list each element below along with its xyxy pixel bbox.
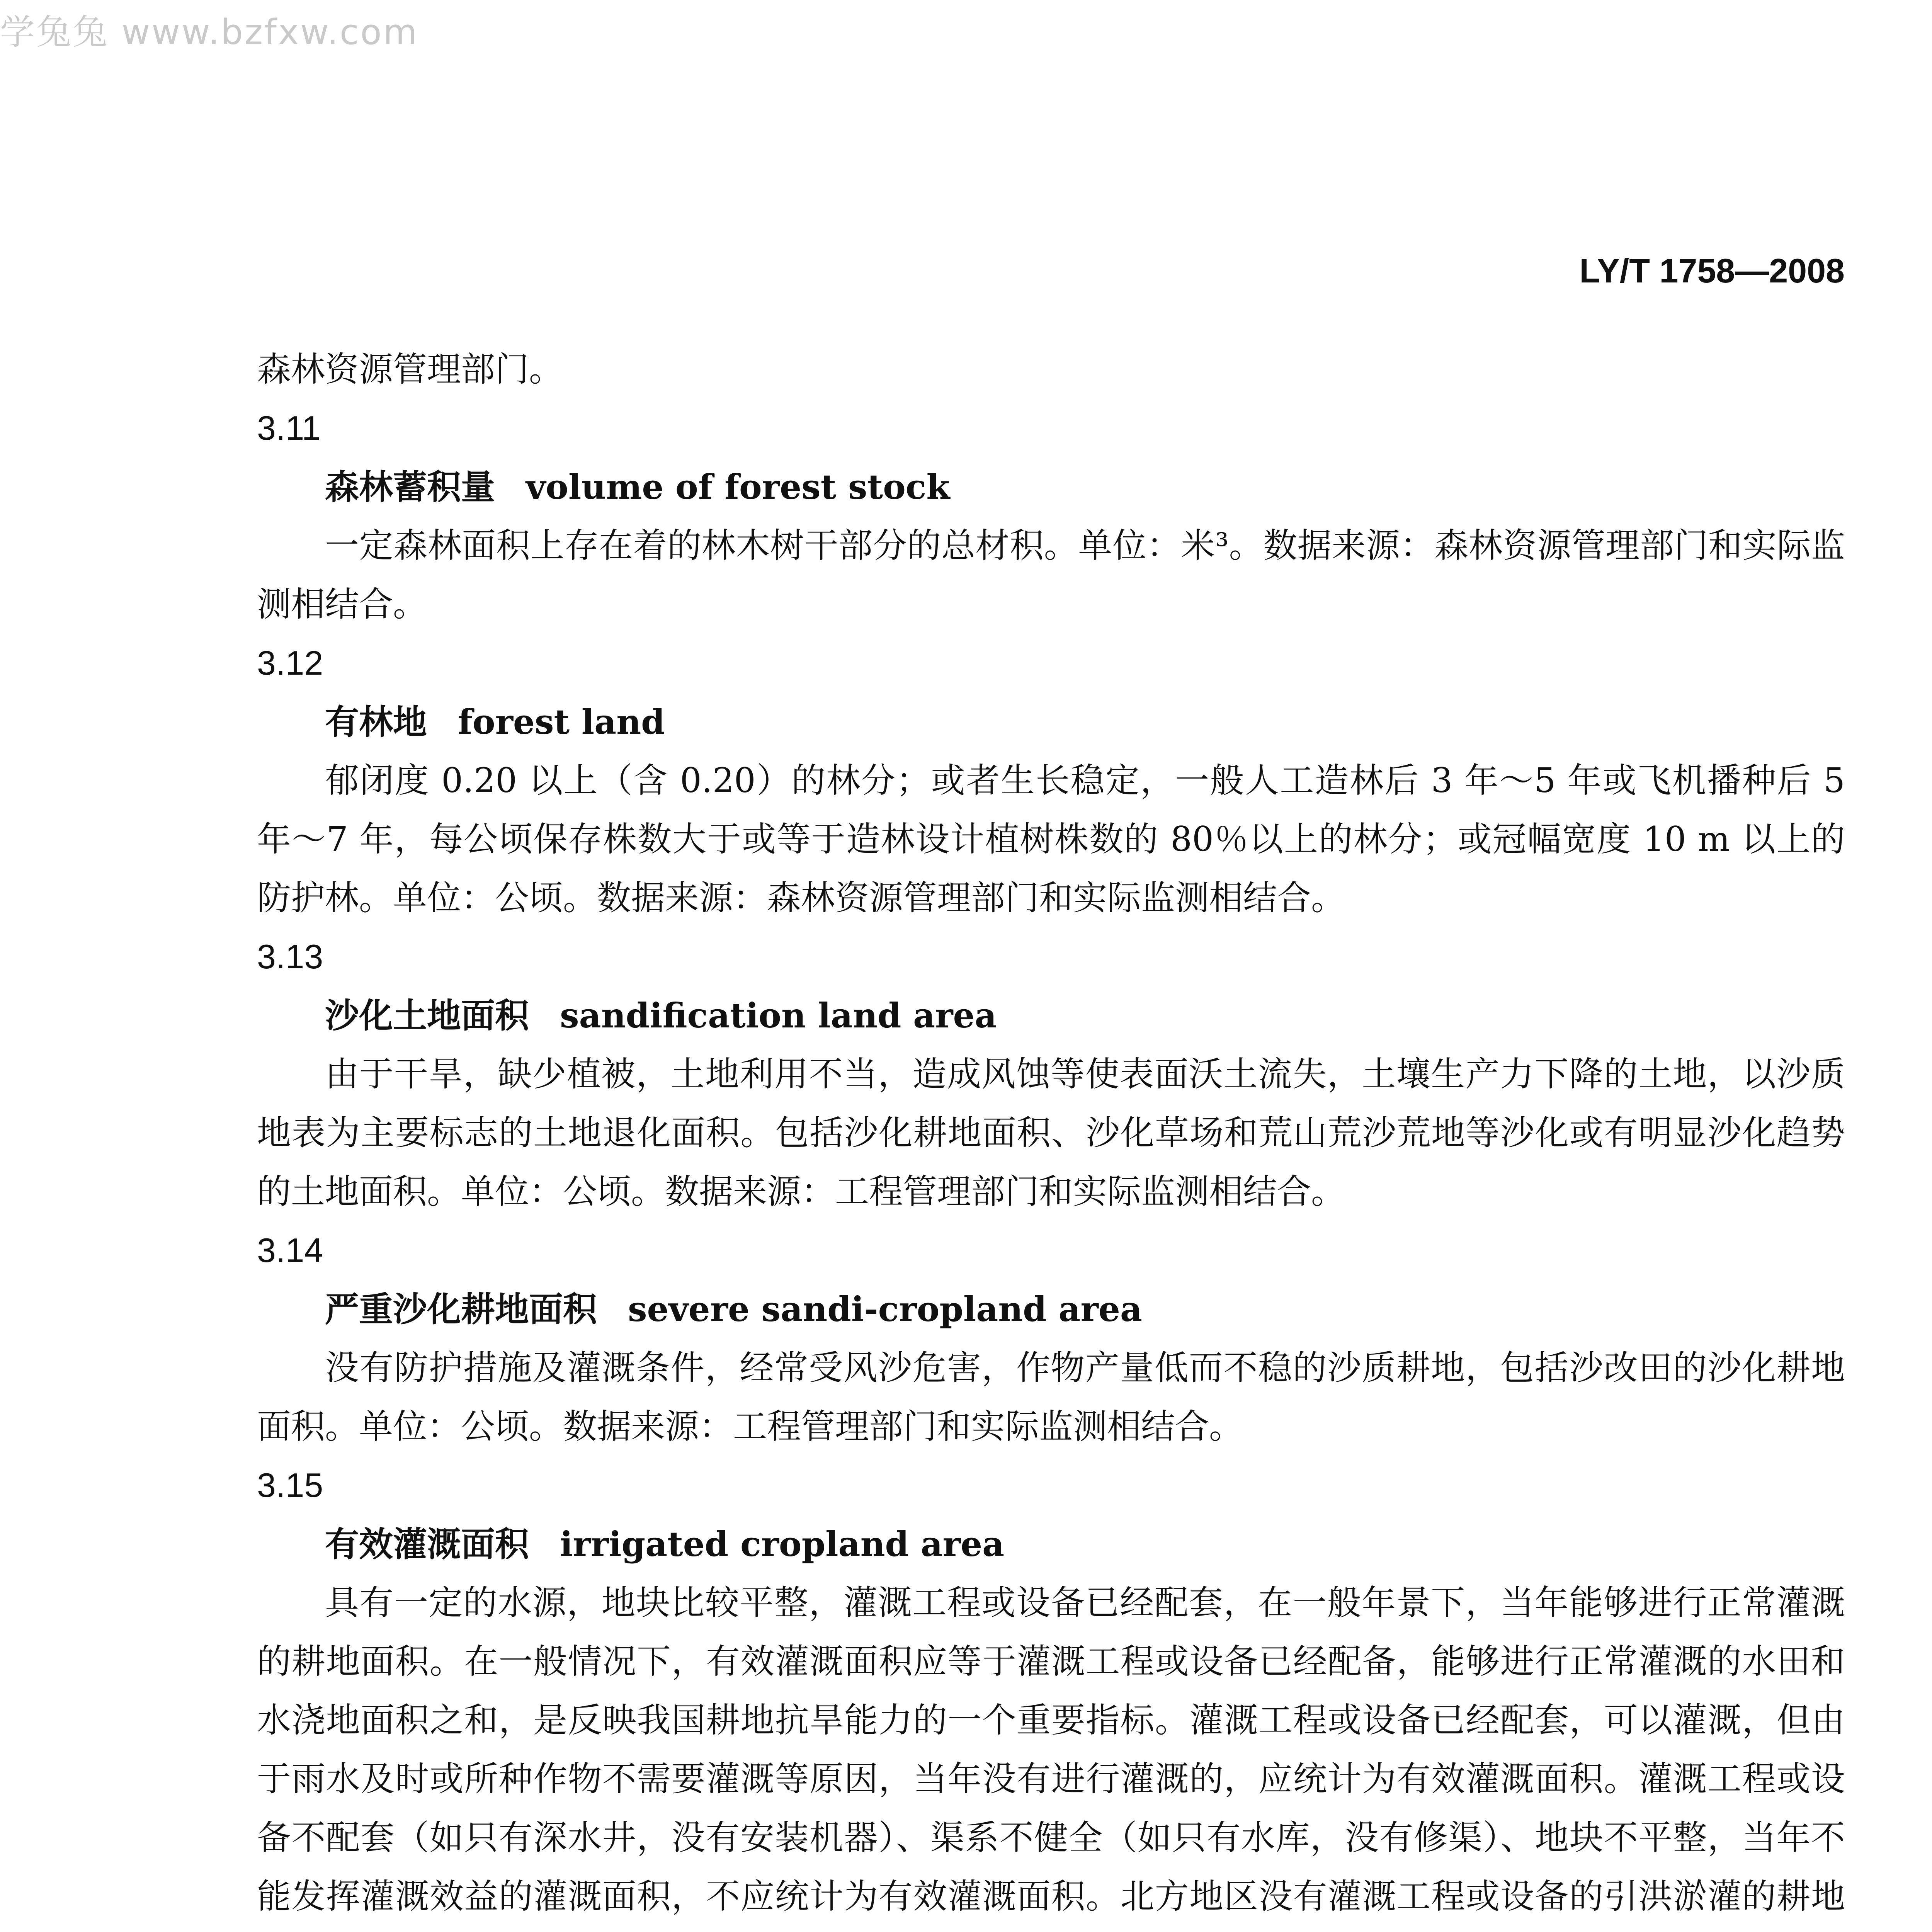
entry-3-15 <box>257 1456 1845 1932</box>
term-definition: 没有防护措施及灌溉条件，经常受风沙危害，作物产量低而不稳的沙质耕地，包括沙改田的沙化耕地面积。单位：公顷。数据来源：工程管理部门和实际监测相结合。 <box>257 1348 1845 1446</box>
term-definition: 由于干旱，缺少植被，土地利用不当，造成风蚀等使表面沃土流失，土壤生产力下降的土地，以沙质地表为主要标志的土地退化面积。包括沙化耕地面积、沙化草场和荒山荒沙荒地等沙化或有明显沙化趋势的土地面积。单位：公顷。数据来源：工程管理部门和实际监测相结合。 <box>257 1054 1845 1211</box>
term-en: irrigated cropland area <box>560 1524 1005 1564</box>
entry-3-11 <box>257 399 1845 634</box>
entry-3-14 <box>257 1221 1845 1456</box>
term-definition: 具有一定的水源，地块比较平整，灌溉工程或设备已经配套，在一般年景下，当年能够进行正常灌溉的耕地面积。在一般情况下，有效灌溉面积应等于灌溉工程或设备已经配备，能够进行正常灌溉的水田和水浇地面积之和，是反映我国耕地抗旱能力的一个重要指标。灌溉工程或设备已经配套，可以灌溉，但由于雨水及时或所种作物不需要灌溉等原因，当年没有进行灌溉的，应统计为有效灌溉面积。灌溉工程或设备不配套（如只有深水井，没有安装机器）、渠系不健全（如只有水库，没有修渠）、地块不平整，当年不能发挥灌溉效益的灌溉面积，不应统计为有效灌溉面积。北方地区没有灌溉工程或设备的引洪淤灌的耕地 <box>257 1583 1845 1916</box>
entry-3-13 <box>257 927 1845 1221</box>
clause-number: 3.14 <box>257 1231 323 1269</box>
term-zh: 森林蓄积量 <box>325 467 495 507</box>
term-heading <box>257 1515 1845 1573</box>
watermark: 学兔兔 www.bzfxw.com <box>0 12 419 53</box>
term-zh: 沙化土地面积 <box>325 995 529 1036</box>
term-zh: 有效灌溉面积 <box>325 1524 529 1564</box>
document-body <box>257 340 1845 1932</box>
term-heading <box>257 986 1845 1045</box>
term-definition: 一定森林面积上存在着的林木树干部分的总材积。单位：米³。数据来源：森林资源管理部门和实际监测相结合。 <box>257 526 1845 624</box>
entry-3-12 <box>257 634 1845 927</box>
term-definition: 郁闭度 0.20 以上（含 0.20）的林分；或者生长稳定，一般人工造林后 3 年～5 年或飞机播种后 5 年～7 年，每公顷保存株数大于或等于造林设计植树株数的 80％以上的林分；或冠幅宽度 10 m 以上的防护林。单位：公顷。数据来源：森林资源管理部门和实际监测相结合。 <box>257 760 1845 918</box>
clause-number: 3.12 <box>257 644 323 682</box>
term-en: volume of forest stock <box>526 467 950 507</box>
term-heading <box>257 457 1845 516</box>
term-en: forest land <box>458 702 665 742</box>
term-en: sandification land area <box>560 995 997 1036</box>
intro-line: 森林资源管理部门。 <box>257 349 563 389</box>
term-heading <box>257 692 1845 751</box>
term-zh: 严重沙化耕地面积 <box>325 1289 597 1329</box>
clause-number: 3.11 <box>257 409 321 447</box>
standard-code: LY/T 1758—2008 <box>1579 252 1845 290</box>
clause-number: 3.15 <box>257 1466 323 1504</box>
term-zh: 有林地 <box>325 702 427 742</box>
clause-number: 3.13 <box>257 937 323 976</box>
term-heading <box>257 1280 1845 1338</box>
term-en: severe sandi-cropland area <box>628 1289 1142 1329</box>
